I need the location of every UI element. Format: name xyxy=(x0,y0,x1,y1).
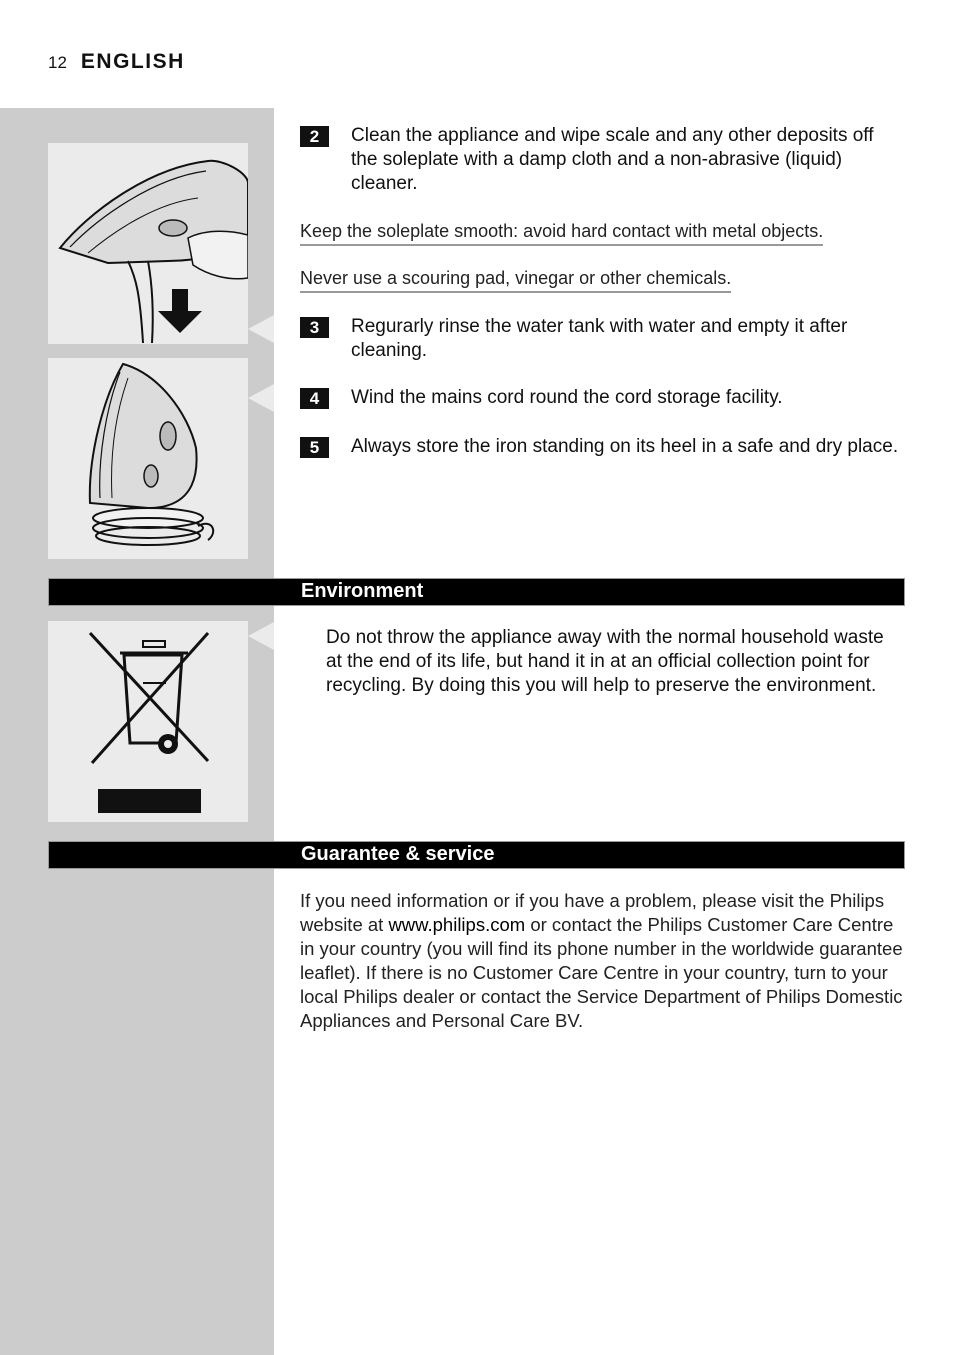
language-title: ENGLISH xyxy=(80,50,185,73)
environment-text: Do not throw the appliance away with the normal household waste at the end of its life, but hand it in at an official collection point for recycling. By doing this you will help to preserve the environment. xyxy=(326,627,884,696)
environment-section-bar xyxy=(48,578,905,606)
page-header xyxy=(48,50,185,78)
iron-cleaning-illustration xyxy=(48,143,248,344)
guarantee-text-start: If you need information or if you have a problem, please visit the Philips website at xyxy=(300,890,885,935)
step-number: 5 xyxy=(300,437,329,458)
iron-cleaning-icon xyxy=(48,143,248,344)
step-text: Always store the iron standing on its heel in a safe and dry place. xyxy=(351,436,899,457)
step-5 xyxy=(300,435,905,459)
weee-figure xyxy=(48,621,248,822)
step-text: Clean the appliance and wipe scale and any other deposits off the soleplate with a damp cloth and a non-abrasive (liquid) cleaner. xyxy=(351,125,874,194)
step-3 xyxy=(300,315,905,363)
page-number: 12 xyxy=(48,53,67,72)
philips-website-link[interactable]: www.philips.com xyxy=(388,914,526,935)
figure-pointer xyxy=(248,622,274,650)
guarantee-title: Guarantee & service xyxy=(301,843,495,865)
environment-title: Environment xyxy=(301,580,424,602)
guarantee-text xyxy=(300,889,910,1033)
guarantee-text-end: or contact the Philips Customer Care Centre in your country (you will find its phone number in the worldwide guarantee leaflet). If there is no Customer Care Centre in your country, turn to your local Philips dealer or contact the Service Department of Philips Domestic Appliances and Personal Care BV. xyxy=(300,914,903,1031)
step-number: 2 xyxy=(300,126,329,147)
crossed-out-bin-icon xyxy=(48,621,248,822)
step-4 xyxy=(300,386,905,410)
step-2 xyxy=(300,124,905,196)
figure-pointer xyxy=(248,315,274,343)
warning-soleplate: Keep the soleplate smooth: avoid hard contact with metal objects. xyxy=(300,219,823,246)
step-number: 3 xyxy=(300,317,329,338)
guarantee-section-bar xyxy=(48,841,905,869)
step-text: Regurarly rinse the water tank with water and empty it after cleaning. xyxy=(351,316,848,361)
step-text: Wind the mains cord round the cord storage facility. xyxy=(351,387,783,408)
figure-pointer xyxy=(248,384,274,412)
warning-chemicals: Never use a scouring pad, vinegar or other chemicals. xyxy=(300,266,731,293)
step-number: 4 xyxy=(300,388,329,409)
iron-standing-icon xyxy=(48,358,248,559)
iron-standing-illustration xyxy=(48,358,248,559)
arrow-down-icon xyxy=(158,289,202,333)
